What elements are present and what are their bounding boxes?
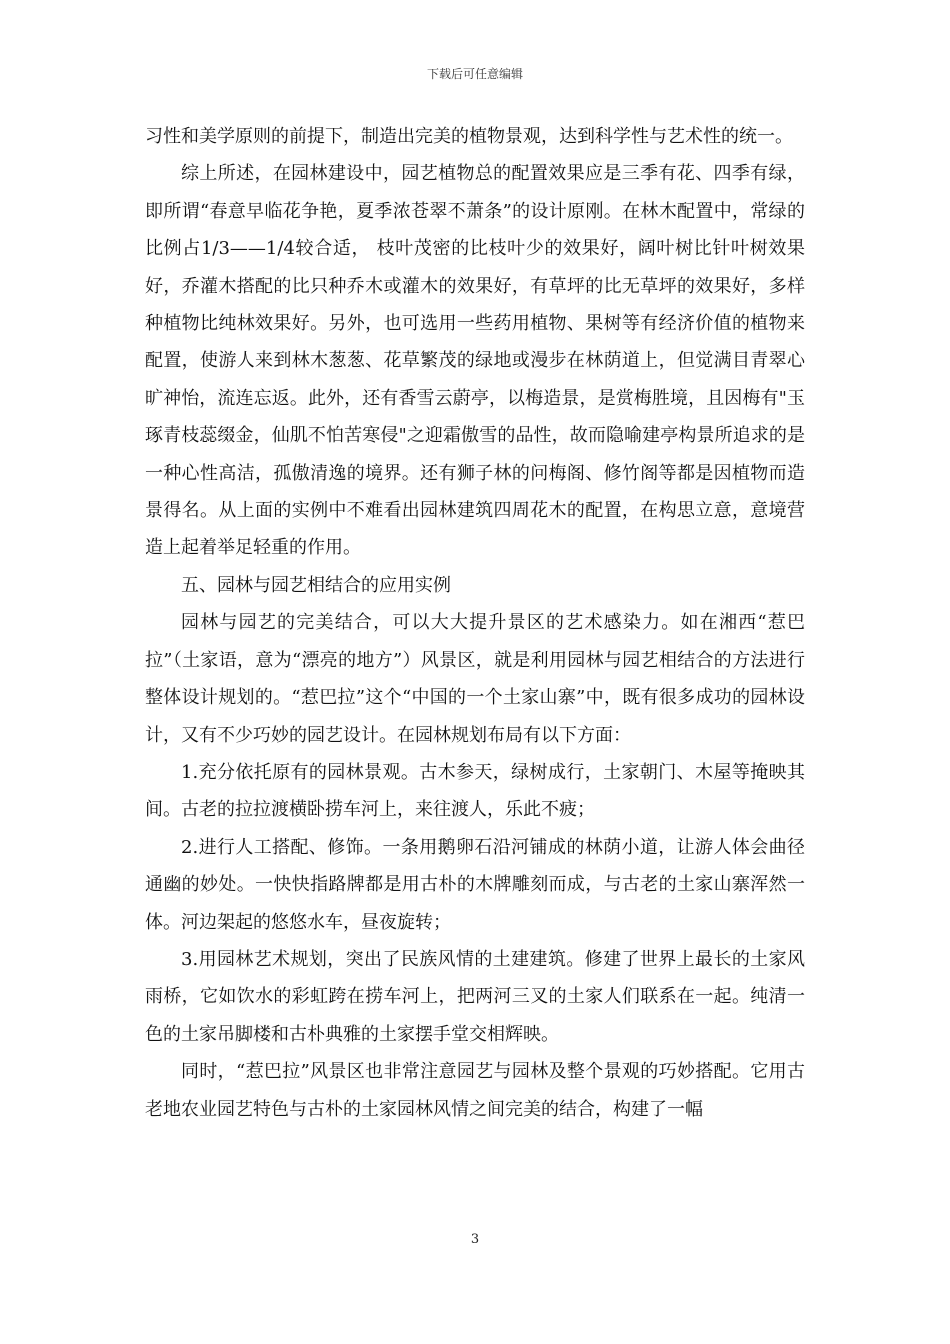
document-body	[145, 118, 805, 1128]
list-item-2: 2.进行人工搭配、修饰。一条用鹅卵石沿河铺成的林荫小道，让游人体会曲径通幽的妙处。一快快指路牌都是用古朴的木牌雕刻而成，与古老的土家山寨浑然一体。河边架起的悠悠水车，昼夜旋转；	[145, 836, 805, 933]
paragraph-continuation: 习性和美学原则的前提下，制造出完美的植物景观，达到科学性与艺术性的统一。	[145, 126, 793, 147]
paragraph-closing: 同时，“惹巴拉”风景区也非常注意园艺与园林及整个景观的巧妙搭配。它用古老地农业园艺特色与古朴的土家园林风情之间完美的结合，构建了一幅	[145, 1061, 805, 1120]
list-item-3: 3.用园林艺术规划，突出了民族风情的土建建筑。修建了世界上最长的土家风雨桥，它如饮水的彩虹跨在捞车河上，把两河三叉的土家人们联系在一起。纯清一色的土家吊脚楼和古朴典雅的土家摆手堂交相辉映。	[145, 948, 805, 1045]
list-item-1: 1.充分依托原有的园林景观。古木参天，绿树成行，土家朝门、木屋等掩映其间。古老的拉拉渡横卧捞车河上，来往渡人，乐此不疲；	[145, 761, 805, 821]
page-header: 下载后可任意编辑	[426, 67, 523, 81]
page-number: 3	[470, 1232, 480, 1247]
paragraph-intro: 园林与园艺的完美结合，可以大大提升景区的艺术感染力。如在湘西“惹巴拉”（土家语，意为“漂亮的地方”）风景区，就是利用园林与园艺相结合的方法进行整体设计规划的。“惹巴拉”这个“中国的一个土家山寨”中，既有很多成功的园林设计，又有不少巧妙的园艺设计。在园林规划布局有以下方面：	[145, 612, 805, 746]
section-heading: 五、园林与园艺相结合的应用实例	[181, 574, 451, 596]
paragraph-summary: 综上所述，在园林建设中，园艺植物总的配置效果应是三季有花、四季有绿，即所谓“春意早临花争艳，夏季浓苍翠不萧条”的设计原刚。在林木配置中，常绿的比例占1/3——1/4较合适， 枝叶茂密的比枝叶少的效果好，阔叶树比针叶树效果好，乔灌木搭配的比只种乔木或灌木的效果好，有草坪的比无草坪的效果好，多样种植物比纯林效果好。另外，也可选用一些药用植物、果树等有经济价值的植物来配置，使游人来到林木葱葱、花草繁茂的绿地或漫步在林荫道上，但觉满目青翠心旷神怡，流连忘返。此外，还有香雪云蔚亭，以梅造景，是赏梅胜境，且因梅有"玉琢青枝蕊缀金，仙肌不怕苦寒侵"之迎霜傲雪的品性，故而隐喻建亭构景所追求的是一种心性高洁，孤傲清逸的境界。还有狮子林的问梅阁、修竹阁等都是因植物而造景得名。从上面的实例中不难看出园林建筑四周花木的配置，在构思立意，意境营造上起着举足轻重的作用。	[145, 163, 805, 559]
